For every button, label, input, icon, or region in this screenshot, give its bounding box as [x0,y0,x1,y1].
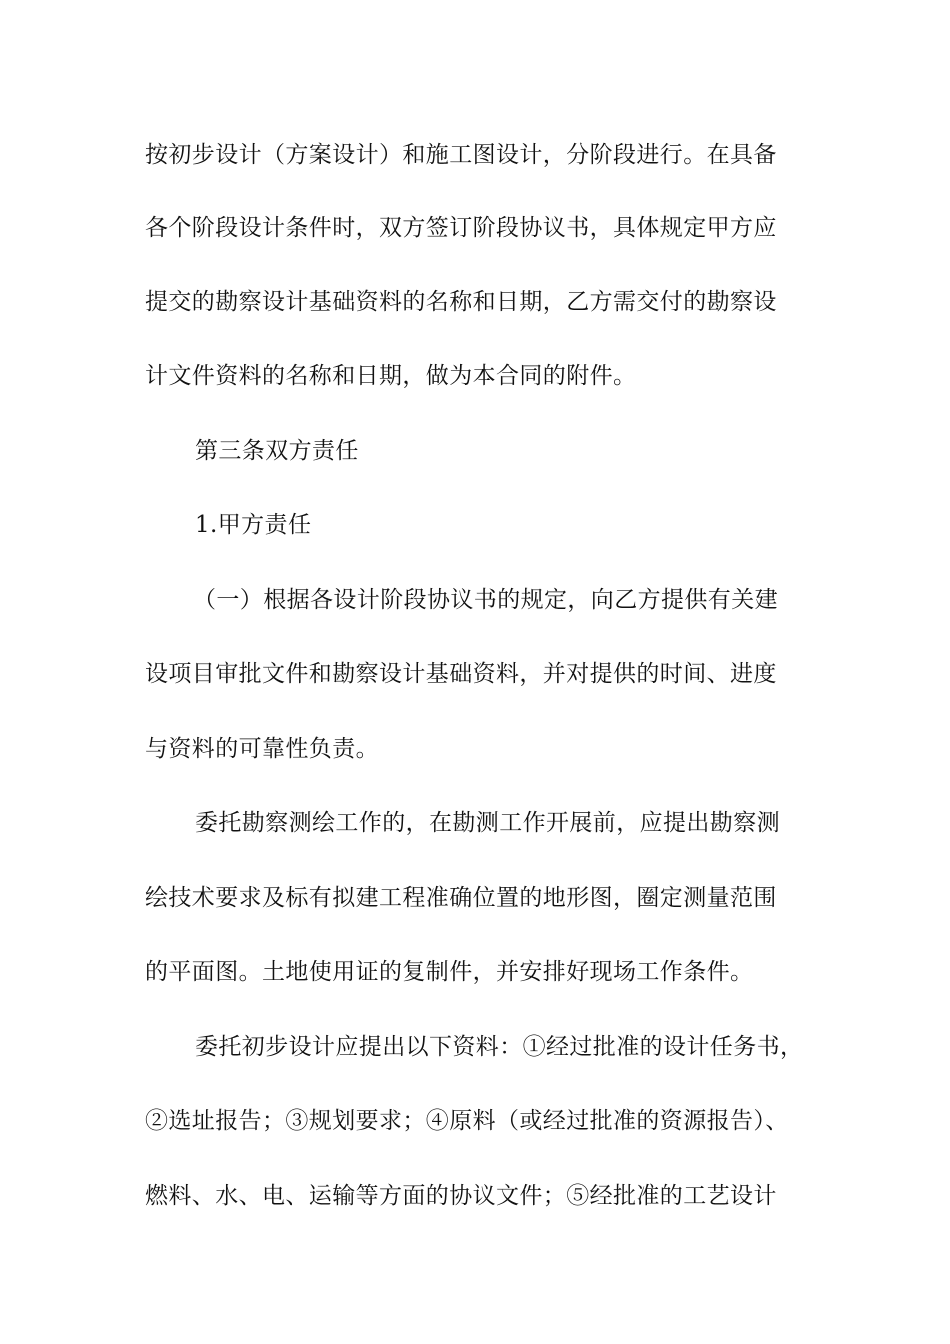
paragraph-line: 委托勘察测绘工作的，在勘测工作开展前，应提出勘察测 [195,810,780,836]
paragraph-line: 各个阶段设计条件时，双方签订阶段协议书，具体规定甲方应 [145,215,777,241]
paragraph-line: 设项目审批文件和勘察设计基础资料，并对提供的时间、进度 [145,661,777,687]
paragraph-line: （一）根据各设计阶段协议书的规定，向乙方提供有关建 [193,587,778,613]
section-heading: 第三条双方责任 [195,438,359,464]
paragraph-line: 委托初步设计应提出以下资料：①经过批准的设计任务书， [195,1034,804,1060]
paragraph-line: 提交的勘察设计基础资料的名称和日期，乙方需交付的勘察设 [145,289,777,315]
paragraph-line: 的平面图。土地使用证的复制件，并安排好现场工作条件。 [145,959,754,985]
subsection-heading: 1.甲方责任 [195,512,312,538]
paragraph-line: 绘技术要求及标有拟建工程准确位置的地形图，圈定测量范围 [145,885,777,911]
paragraph-line: 计文件资料的名称和日期，做为本合同的附件。 [145,363,637,389]
paragraph-line: 按初步设计（方案设计）和施工图设计，分阶段进行。在具备 [145,142,777,168]
paragraph-line: 与资料的可靠性负责。 [145,736,379,762]
paragraph-line: 燃料、水、电、运输等方面的协议文件；⑤经批准的工艺设计 [145,1183,777,1209]
paragraph-line: ②选址报告；③规划要求；④原料（或经过批准的资源报告）、 [145,1108,789,1134]
